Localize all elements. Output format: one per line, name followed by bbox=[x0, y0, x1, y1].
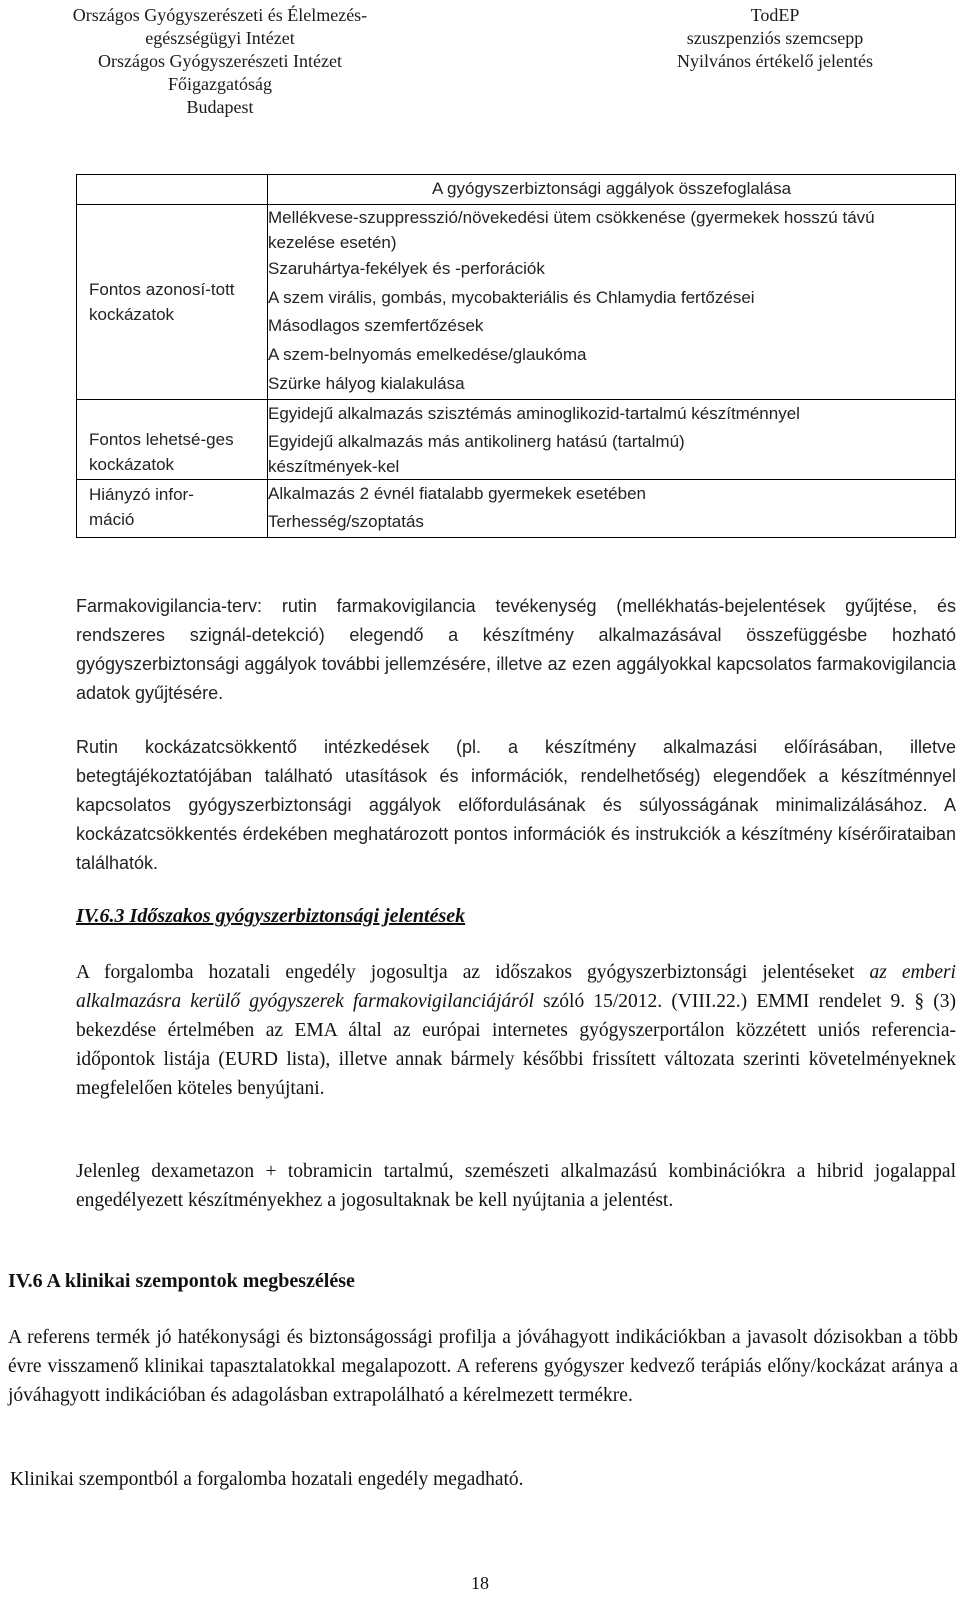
header-left-line: Főigazgatóság bbox=[168, 74, 272, 94]
header-document-info bbox=[600, 4, 950, 73]
clinical-discussion-paragraph: A referens termék jó hatékonysági és biztonságossági profilja a jóváhagyott indikációkban a javasolt dózisokban a több évre visszamenő klinikai tapasztalatokkal megalapozott. A referens gyógyszer kedvező terápiás előny/kockázat aránya a jóváhagyott indikációban és adagolásban extrapolálható a kérelmezett termékre. bbox=[8, 1327, 958, 1406]
header-left-line: Országos Gyógyszerészeti és Élelmezés- bbox=[72, 5, 368, 25]
list-item: A szem-belnyomás emelkedése/glaukóma bbox=[268, 345, 587, 365]
section-heading-psur: IV.6.3 Időszakos gyógyszerbiztonsági jelentések bbox=[76, 905, 466, 927]
list-item: Terhesség/szoptatás bbox=[268, 512, 424, 532]
row-label-identified-risks: Fontos azonosí-tott kockázatok bbox=[89, 279, 235, 324]
psur-regulation-title: az emberi alkalmazásra kerülő gyógyszerek farmakovigilanciájáról bbox=[76, 962, 956, 1012]
row-items-cell bbox=[268, 479, 956, 538]
table-empty-cell bbox=[77, 175, 268, 205]
psur-submission-paragraph: Jelenleg dexametazon + tobramicin tartalmú, szemészeti alkalmazású kombinációkra a hibrid jogalappal engedélyezett készítményekhez a jogosultaknak be kell nyújtania a jelentést. bbox=[76, 1161, 956, 1211]
row-items-cell bbox=[268, 204, 956, 399]
list-item: Szaruhártya-fekélyek és -perforációk bbox=[268, 258, 545, 278]
section-heading-clinical: IV.6 A klinikai szempontok megbeszélése bbox=[8, 1270, 355, 1292]
header-right-line: szuszpenziós szemcsepp bbox=[686, 28, 864, 48]
table-title-row bbox=[77, 175, 956, 205]
table-row bbox=[77, 479, 956, 538]
header-right-line: Nyilvános értékelő jelentés bbox=[677, 51, 873, 71]
header-left-line: Országos Gyógyszerészeti Intézet bbox=[98, 51, 342, 71]
row-items-cell bbox=[268, 399, 956, 479]
row-label-potential-risks: Fontos lehetsé-ges kockázatok bbox=[89, 429, 234, 474]
row-label-cell bbox=[77, 204, 268, 399]
psur-text-end: szóló 15/2012. (VIII.22.) EMMI rendelet 9. § (3) bekezdése értelmében az EMA által az európai internetes gyógyszerportálon közzétett uniós referencia-időpontok listája (EURD lista), illetve annak bármely későbbi frissített változata szerinti követelményeknek megfelelően köteles benyújtani. bbox=[76, 991, 956, 1099]
psur-paragraph bbox=[76, 958, 956, 1103]
row-label-cell bbox=[77, 399, 268, 479]
page-number: 18 bbox=[471, 1573, 489, 1593]
safety-concerns-table bbox=[76, 174, 956, 538]
list-item: Egyidejű alkalmazás szisztémás aminoglikozid-tartalmú készítménnyel bbox=[268, 403, 800, 423]
risk-minimisation-paragraph: Rutin kockázatcsökkentő intézkedések (pl. a készítmény alkalmazási előírásában, illetve betegtájékoztatójában található utasítások és információk, rendelhetőség) elegendőek a készítménnyel kapcsolatos gyógyszerbiztonsági aggályok előfordulásának és súlyosságának minimalizálásához. A kockázatcsökkentés érdekében meghatározott pontos információk és instrukciók a készítmény kísérőirataiban találhatók. bbox=[76, 737, 956, 873]
header-left-line: egészségügyi Intézet bbox=[145, 28, 295, 48]
header-right-line: TodEP bbox=[750, 5, 800, 25]
table-title-cell bbox=[268, 175, 956, 205]
list-item: Mellékvese-szuppresszió/növekedési ütem csökkenése (gyermekek hosszú távú kezelése esetén) bbox=[268, 207, 875, 252]
table-title: A gyógyszerbiztonsági aggályok összefoglalása bbox=[431, 179, 792, 198]
psur-text-start: A forgalomba hozatali engedély jogosultja az időszakos gyógyszerbiztonsági jelentéseket bbox=[76, 962, 870, 983]
header-institution bbox=[10, 4, 430, 119]
list-item: A szem virális, gombás, mycobakteriális és Chlamydia fertőzései bbox=[268, 287, 755, 307]
list-item: Egyidejű alkalmazás más antikolinerg hatású (tartalmú) készítmények-kel bbox=[268, 431, 685, 476]
row-label-missing-information: Hiányzó infor-máció bbox=[89, 484, 194, 529]
table-row bbox=[77, 399, 956, 479]
row-label-cell bbox=[77, 479, 268, 538]
list-item: Szürke hályog kialakulása bbox=[268, 373, 465, 393]
pharmacovigilance-plan-paragraph: Farmakovigilancia-terv: rutin farmakovigilancia tevékenység (mellékhatás-bejelentések gyűjtése, és rendszeres szignál-detekció) elegendő a készítmény alkalmazásával összefüggésbe hozható gyógyszerbiztonsági aggályok további jellemzésére, illetve az ezen aggályokkal kapcsolatos farmakovigilancia adatok gyűjtésére. bbox=[76, 596, 956, 703]
header-left-line: Budapest bbox=[186, 97, 254, 117]
clinical-conclusion-paragraph: Klinikai szempontból a forgalomba hozatali engedély megadható. bbox=[10, 1469, 524, 1490]
list-item: Másodlagos szemfertőzések bbox=[268, 316, 484, 336]
table-row bbox=[77, 204, 956, 399]
list-item: Alkalmazás 2 évnél fiatalabb gyermekek esetében bbox=[268, 483, 646, 503]
